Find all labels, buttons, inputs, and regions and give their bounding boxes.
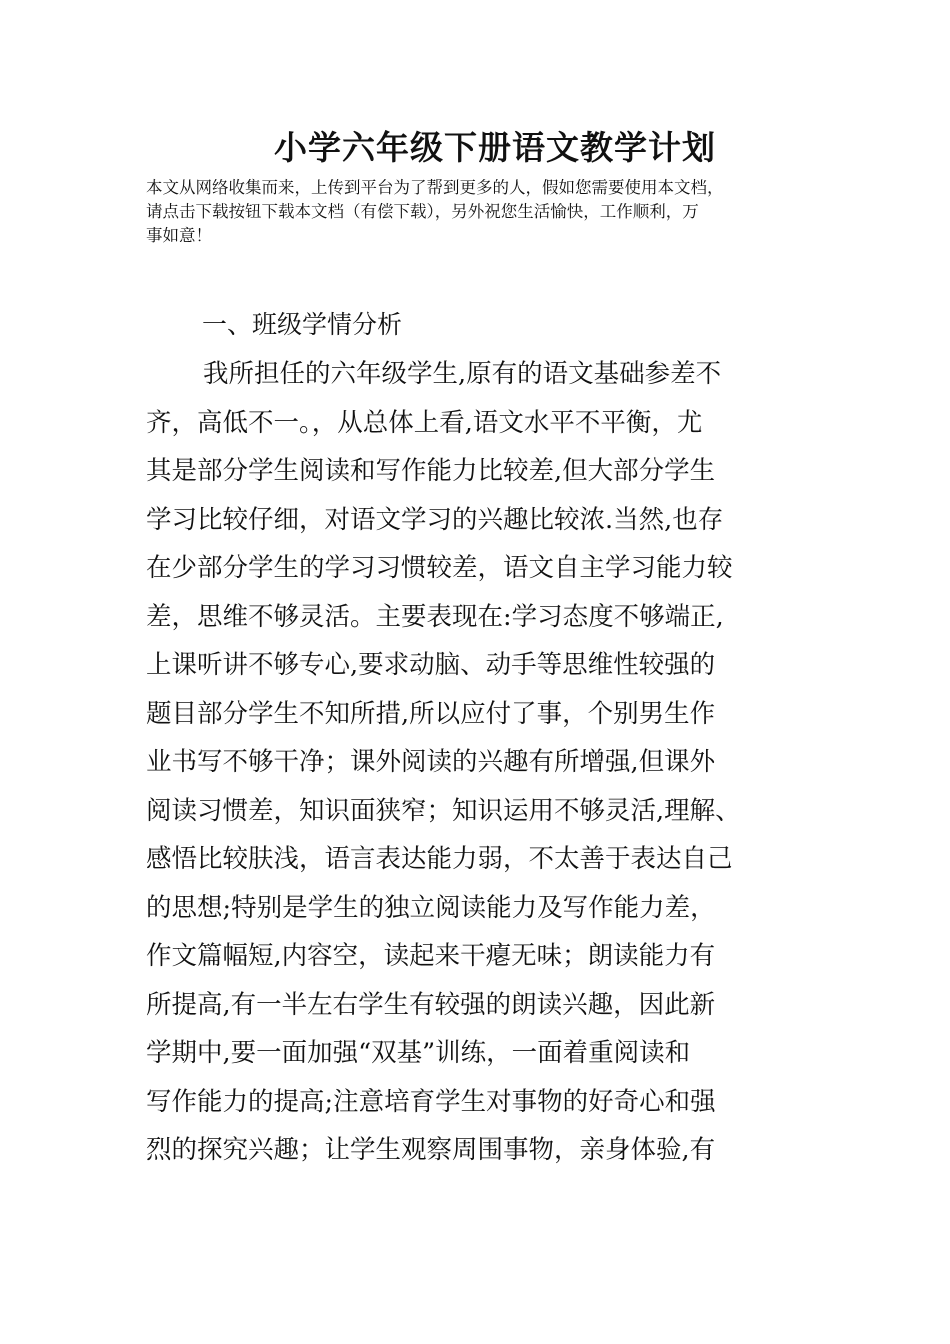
paragraph-line: 上课听讲不够专心,要求动脑、动手等思维性较强的 bbox=[146, 650, 716, 680]
paragraph-line: 学期中,要一面加强“双基”训练，一面着重阅读和 bbox=[146, 1038, 691, 1068]
paragraph-line: 的思想;特别是学生的独立阅读能力及写作能力差， bbox=[146, 892, 716, 923]
paragraph-line: 作文篇幅短,内容空，读起来干瘪无味；朗读能力有 bbox=[146, 941, 716, 971]
document-title: 小学六年级下册语文教学计划 bbox=[274, 128, 716, 167]
download-notice bbox=[146, 176, 826, 248]
paragraph-line: 齐，高低不一。，从总体上看,语文水平不平衡，尤 bbox=[146, 407, 703, 438]
notice-line: 请点击下载按钮下载本文档（有偿下载），另外祝您生活愉快，工作顺利，万 bbox=[146, 202, 699, 221]
paragraph-line: 题目部分学生不知所措,所以应付了事，个别男生作 bbox=[146, 698, 716, 729]
notice-line: 事如意！ bbox=[146, 226, 212, 245]
section-heading: 一、班级学情分析 bbox=[202, 310, 403, 339]
paragraph-line: 差，思维不够灵活。主要表现在:学习态度不够端正, bbox=[146, 601, 724, 632]
paragraph-line: 感悟比较肤浅，语言表达能力弱，不太善于表达自己 bbox=[146, 844, 733, 874]
paragraph-line: 业书写不够干净；课外阅读的兴趣有所增强,但课外 bbox=[146, 747, 716, 777]
paragraph-line: 阅读习惯差，知识面狭窄；知识运用不够灵活,理解、 bbox=[146, 795, 741, 826]
paragraph-line: 在少部分学生的学习习惯较差，语文自主学习能力较 bbox=[146, 553, 733, 583]
paragraph-line: 所提高,有一半左右学生有较强的朗读兴趣，因此新 bbox=[146, 989, 716, 1020]
body-paragraph bbox=[146, 350, 846, 1175]
notice-line: 本文从网络收集而来，上传到平台为了帮到更多的人，假如您需要使用本文档， bbox=[146, 178, 724, 197]
paragraph-line: 我所担任的六年级学生,原有的语文基础参差不 bbox=[203, 359, 722, 389]
paragraph-line: 其是部分学生阅读和写作能力比较差,但大部分学生 bbox=[146, 456, 716, 486]
paragraph-line: 学习比较仔细，对语文学习的兴趣比较浓.当然,也存 bbox=[146, 504, 724, 535]
paragraph-line: 写作能力的提高;注意培育学生对事物的好奇心和强 bbox=[146, 1086, 716, 1117]
paragraph-line: 烈的探究兴趣；让学生观察周围事物，亲身体验,有 bbox=[146, 1135, 716, 1165]
